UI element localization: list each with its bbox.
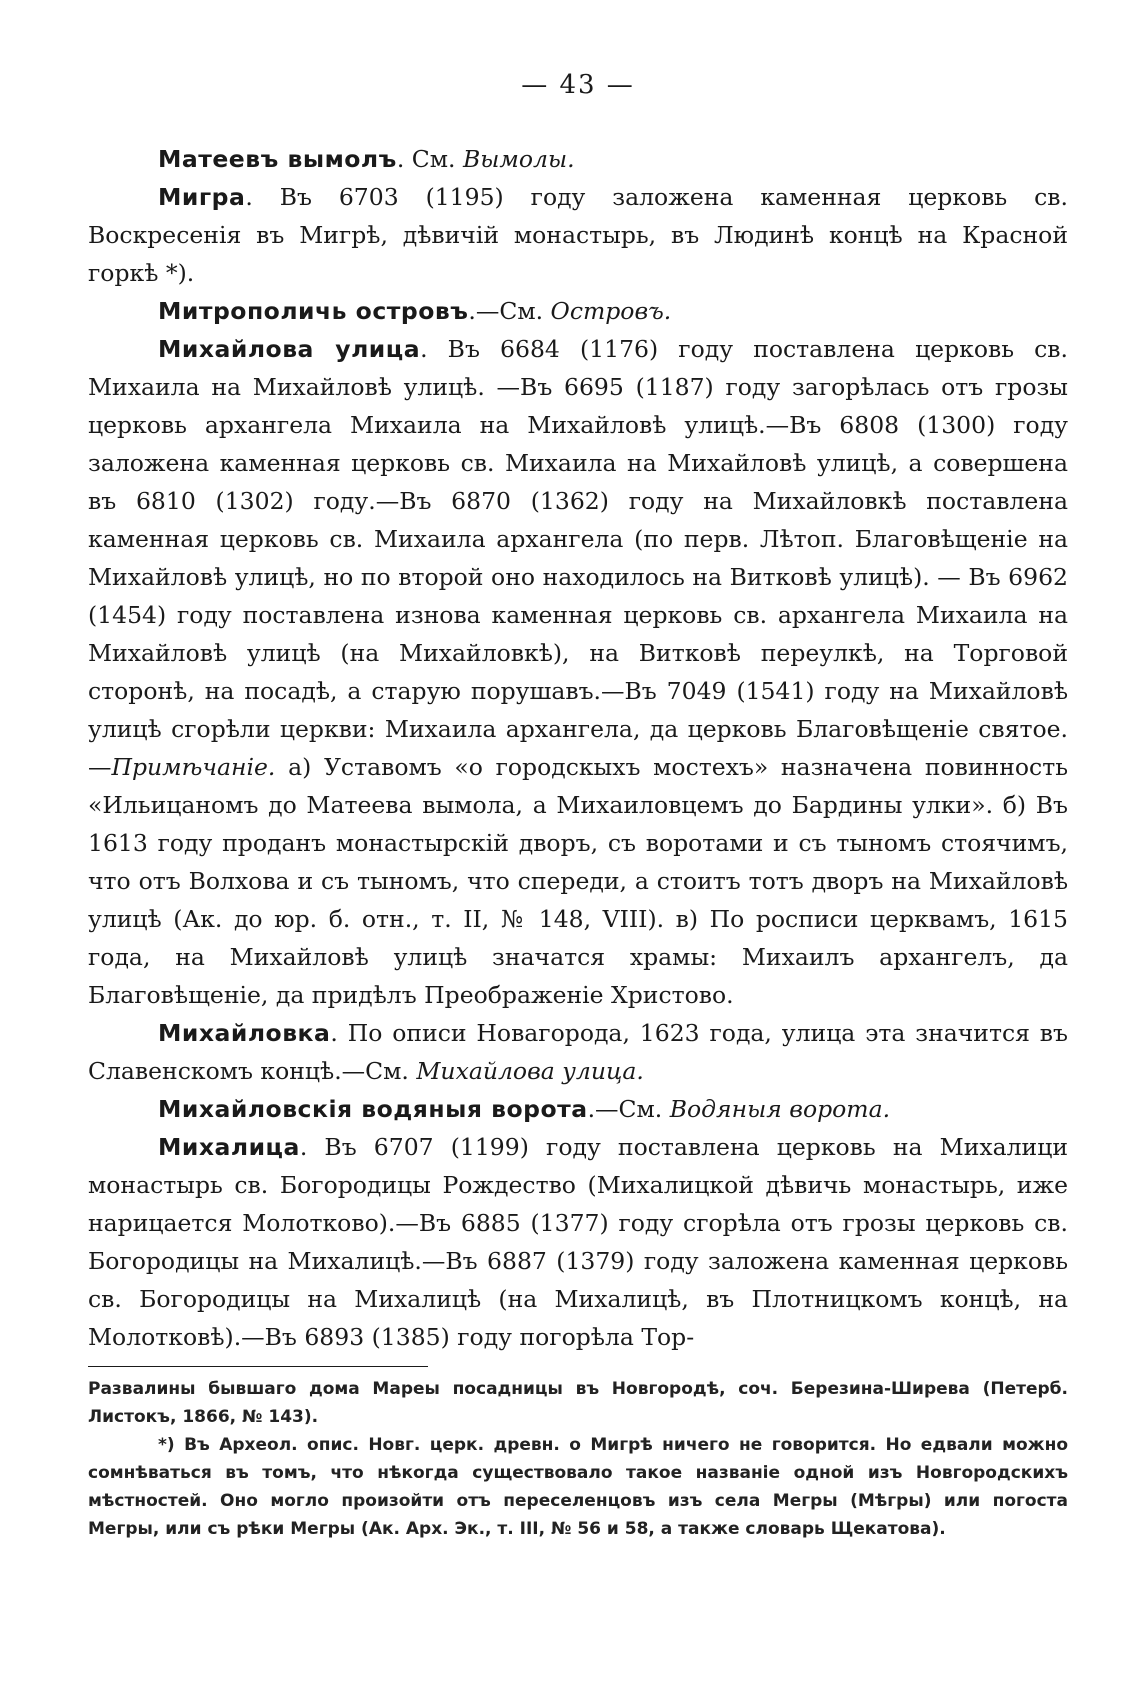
page-number: — 43 — xyxy=(521,70,635,100)
cross-reference: Островъ. xyxy=(550,297,672,325)
footnote-divider xyxy=(88,1366,428,1367)
footnote-continuation: Развалины бывшаго дома Мареы посадницы въ Новгородѣ, соч. Березина-Ширева (Петерб. Листокъ, 1866, № 143). xyxy=(88,1379,1068,1427)
cross-reference: Михайлова улица. xyxy=(416,1057,644,1085)
headword: Михайлова улица xyxy=(158,335,421,363)
headword: Михайловка xyxy=(158,1019,331,1047)
entry-mikhalitsa xyxy=(88,1128,1068,1356)
entry-mikhailovka xyxy=(88,1014,1068,1090)
headword: Михайловскія водяныя ворота xyxy=(158,1095,588,1123)
headword: Михалица xyxy=(158,1133,300,1161)
cross-reference: Вымолы. xyxy=(462,145,575,173)
entry-text: . См. xyxy=(396,145,463,173)
entry-mikhailova-ulitsa xyxy=(88,330,1068,1014)
entry-text: . По описи Новагорода, 1623 года, улица эта значится въ Славенскомъ концѣ.—См. xyxy=(88,1019,1068,1085)
footnote-migra: *) Въ Археол. опис. Новг. церк. древн. о Мигрѣ ничего не говорится. Но едвали можно сомнѣваться въ томъ, что нѣкогда существовало такое названіе одной изъ Новгородскихъ мѣстностей. Оно могло произойти отъ переселенцовъ изъ села Мегры (Мѣгры) или погоста Мегры, или съ рѣки Мегры (Ак. Арх. Эк., т. III, № 56 и 58, а также словарь Щекатова). xyxy=(88,1435,1068,1539)
headword: Матеевъ вымолъ xyxy=(158,145,397,173)
entry-text: . Въ 6703 (1195) году заложена каменная церковь св. Воскресенія въ Мигрѣ, дѣвичій монастырь, въ Людинѣ концѣ на Красной горкѣ *). xyxy=(88,183,1068,287)
footnotes-block xyxy=(88,1375,1068,1543)
entry-mateev-vymol xyxy=(88,140,1068,178)
entry-mitropolich-ostrov xyxy=(88,292,1068,330)
headword: Мигра xyxy=(158,183,246,211)
entry-mikhailovskiya-vorota xyxy=(88,1090,1068,1128)
entry-text: . Въ 6684 (1176) году поставлена церковь св. Михаила на Михайловѣ улицѣ. —Въ 6695 (1187) году загорѣлась отъ грозы церковь архангела Михаила на Михайловѣ улицѣ.—Въ 6808 (1300) году заложена каменная церковь св. Михаила на Михайловѣ улицѣ, а совершена въ 6810 (1302) году.—Въ 6870 (1362) году на Михайловкѣ поставлена каменная церковь св. Михаила архангела (по перв. Лѣтоп. Благовѣщеніе на Михайловѣ улицѣ, но по второй оно находилось на Витковѣ улицѣ). — Въ 6962 (1454) году поставлена изнова каменная церковь св. архангела Михаила на Михайловѣ улицѣ (на Михайловкѣ), на Витковѣ переулкѣ, на Торговой сторонѣ, на посадѣ, а старую порушавъ.—Въ 7049 (1541) году на Михайловѣ улицѣ сгорѣли церкви: Михаила архангела, да церковь Благовѣщеніе святое.— xyxy=(88,335,1068,781)
entry-text-continued: а) Уставомъ «о городскыхъ мостехъ» назначена повинность «Ильицаномъ до Матеева вымола, а Михаиловцемъ до Бардины улки». б) Въ 1613 году проданъ монастырскій дворъ, съ воротами и съ тыномъ стоячимъ, что отъ Волхова и съ тыномъ, что спереди, а стоитъ тотъ дворъ на Михайловѣ улицѣ (Ак. до юр. б. отн., т. II, № 148, VIII). в) По росписи церквамъ, 1615 года, на Михайловѣ улицѣ значатся храмы: Михаилъ архангелъ, да Благовѣщеніе, да придѣлъ Преображеніе Христово. xyxy=(88,753,1068,1009)
note-label: Примѣчаніе. xyxy=(111,753,276,781)
entry-text: .—См. xyxy=(468,297,551,325)
entry-text: .—См. xyxy=(587,1095,670,1123)
entry-text: . Въ 6707 (1199) году поставлена церковь на Михалици монастырь св. Богородицы Рождество (Михалицкой дѣвичь монастырь, иже нарицается Молотково).—Въ 6885 (1377) году сгорѣла отъ грозы церковь св. Богородицы на Михалицѣ.—Въ 6887 (1379) году заложена каменная церковь св. Богородицы на Михалицѣ (на Михалицѣ, въ Плотницкомъ концѣ, на Молотковѣ).—Въ 6893 (1385) году погорѣла Тор- xyxy=(88,1133,1068,1351)
headword: Митрополичь островъ xyxy=(158,297,469,325)
entry-migra xyxy=(88,178,1068,292)
cross-reference: Водяныя ворота. xyxy=(669,1095,891,1123)
entries-block xyxy=(88,140,1068,1356)
